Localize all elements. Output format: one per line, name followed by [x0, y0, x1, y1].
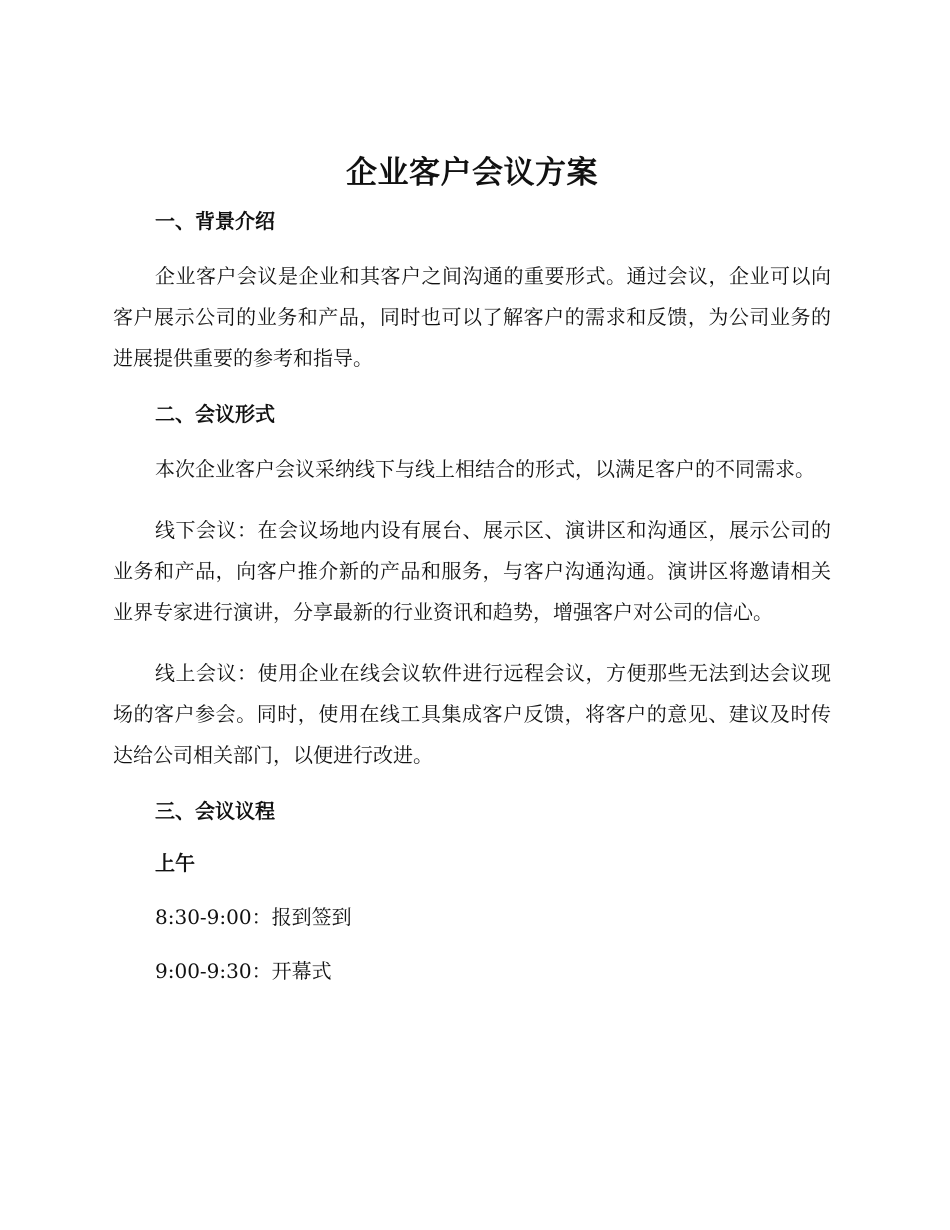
document-body	[113, 150, 831, 1008]
agenda-morning-label: 上午	[155, 851, 195, 875]
section-heading-agenda: 三、会议议程	[155, 799, 275, 823]
section-heading-background: 一、背景介绍	[155, 209, 275, 233]
paragraph-offline-meeting: 线下会议：在会议场地内设有展台、展示区、演讲区和沟通区，展示公司的业务和产品，向客户推介新的产品和服务，与客户沟通沟通。演讲区将邀请相关业界专家进行演讲，分享最新的行业资讯和趋势，增强客户对公司的信心。	[113, 518, 831, 624]
agenda-item-checkin: 8:30-9:00：报到签到	[155, 905, 352, 929]
paragraph-background: 企业客户会议是企业和其客户之间沟通的重要形式。通过会议，企业可以向客户展示公司的业务和产品，同时也可以了解客户的需求和反馈，为公司业务的进展提供重要的参考和指导。	[113, 264, 831, 370]
paragraph-online-meeting: 线上会议：使用企业在线会议软件进行远程会议，方便那些无法到达会议现场的客户参会。同时，使用在线工具集成客户反馈，将客户的意见、建议及时传达给公司相关部门，以便进行改进。	[113, 661, 831, 767]
paragraph-format-intro: 本次企业客户会议采纳线下与线上相结合的形式，以满足客户的不同需求。	[155, 457, 815, 481]
section-heading-format: 二、会议形式	[155, 402, 275, 426]
document-title: 企业客户会议方案	[346, 155, 598, 191]
agenda-item-opening: 9:00-9:30：开幕式	[155, 959, 332, 983]
